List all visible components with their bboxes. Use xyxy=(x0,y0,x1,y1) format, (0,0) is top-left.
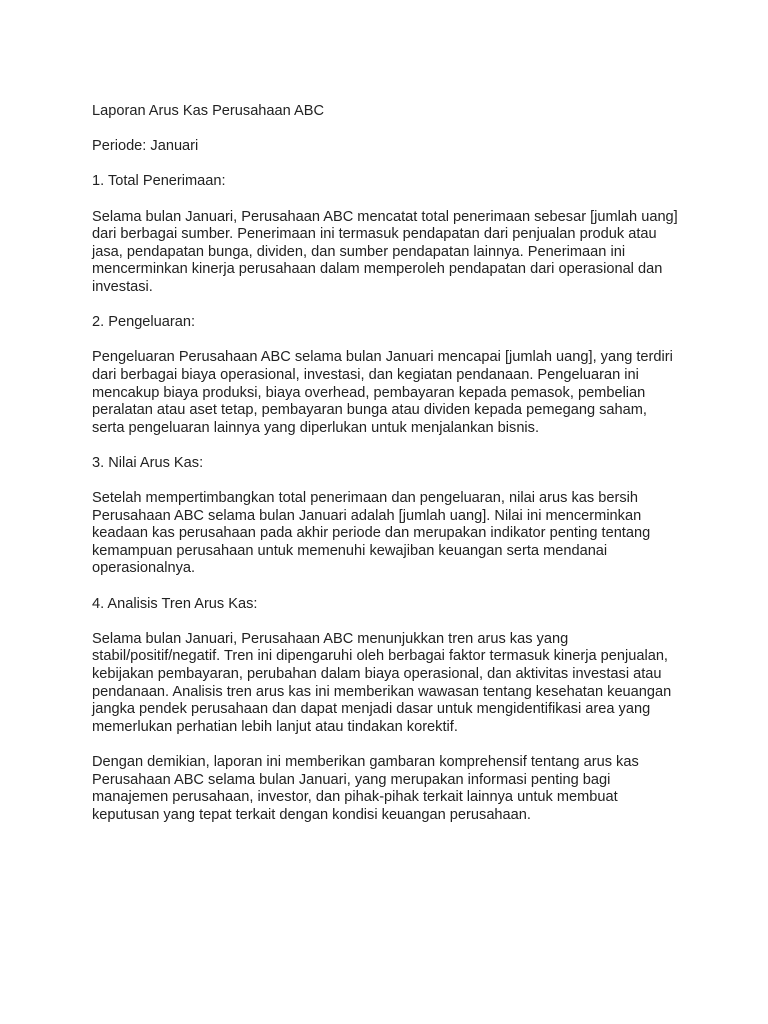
section-heading-nilai-arus-kas: 3. Nilai Arus Kas: xyxy=(92,454,204,471)
section-heading-pengeluaran: 2. Pengeluaran: xyxy=(92,314,196,331)
section-body-total-penerimaan: Selama bulan Januari, Perusahaan ABC mencatat total penerimaan sebesar [jumlah uang] dari berbagai sumber. Penerimaan ini termasuk pendapatan dari penjualan produk atau jasa, pendapatan bunga, dividen, dan sumber pendapatan lainnya. Penerimaan ini mencerminkan kinerja perusahaan dalam memperoleh pendapatan dari operasional dan investasi. xyxy=(92,208,678,295)
document-body xyxy=(92,103,682,842)
document-title: Laporan Arus Kas Perusahaan ABC xyxy=(92,103,325,119)
document-conclusion: Dengan demikian, laporan ini memberikan gambaran komprehensif tentang arus kas Perusahaan ABC selama bulan Januari, yang merupakan informasi penting bagi manajemen perusahaan, investor, dan pihak-pihak terkait lainnya untuk membuat keputusan yang tepat terkait dengan kondisi keuangan perusahaan. xyxy=(92,753,639,823)
section-body-analisis-tren: Selama bulan Januari, Perusahaan ABC menunjukkan tren arus kas yang stabil/positif/negatif. Tren ini dipengaruhi oleh berbagai faktor termasuk kinerja penjualan, kebijakan pembayaran, perubahan dalam biaya operasional, dan aktivitas investasi atau pendanaan. Analisis tren arus kas ini memberikan wawasan tentang kesehatan keuangan jangka pendek perusahaan dan dapat menjadi dasar untuk mengidentifikasi area yang memerlukan perhatian lebih lanjut atau tindakan korektif. xyxy=(92,630,672,735)
section-heading-analisis-tren: 4. Analisis Tren Arus Kas: xyxy=(92,595,258,612)
section-heading-total-penerimaan: 1. Total Penerimaan: xyxy=(92,173,226,190)
section-body-pengeluaran: Pengeluaran Perusahaan ABC selama bulan Januari mencapai [jumlah uang], yang terdiri dari berbagai biaya operasional, investasi, dan kegiatan pendanaan. Pengeluaran ini mencakup biaya produksi, biaya overhead, pembayaran kepada pemasok, pembelian peralatan atau aset tetap, pembayaran bunga atau dividen kepada pemegang saham, serta pengeluaran lainnya yang diperlukan untuk menjalankan bisnis. xyxy=(92,349,673,436)
document-period: Periode: Januari xyxy=(92,138,199,155)
section-body-nilai-arus-kas: Setelah mempertimbangkan total penerimaan dan pengeluaran, nilai arus kas bersih Perusahaan ABC selama bulan Januari adalah [jumlah uang]. Nilai ini mencerminkan keadaan kas perusahaan pada akhir periode dan merupakan indikator penting tentang kemampuan perusahaan untuk memenuhi kewajiban keuangan serta mendanai operasionalnya. xyxy=(92,490,651,577)
